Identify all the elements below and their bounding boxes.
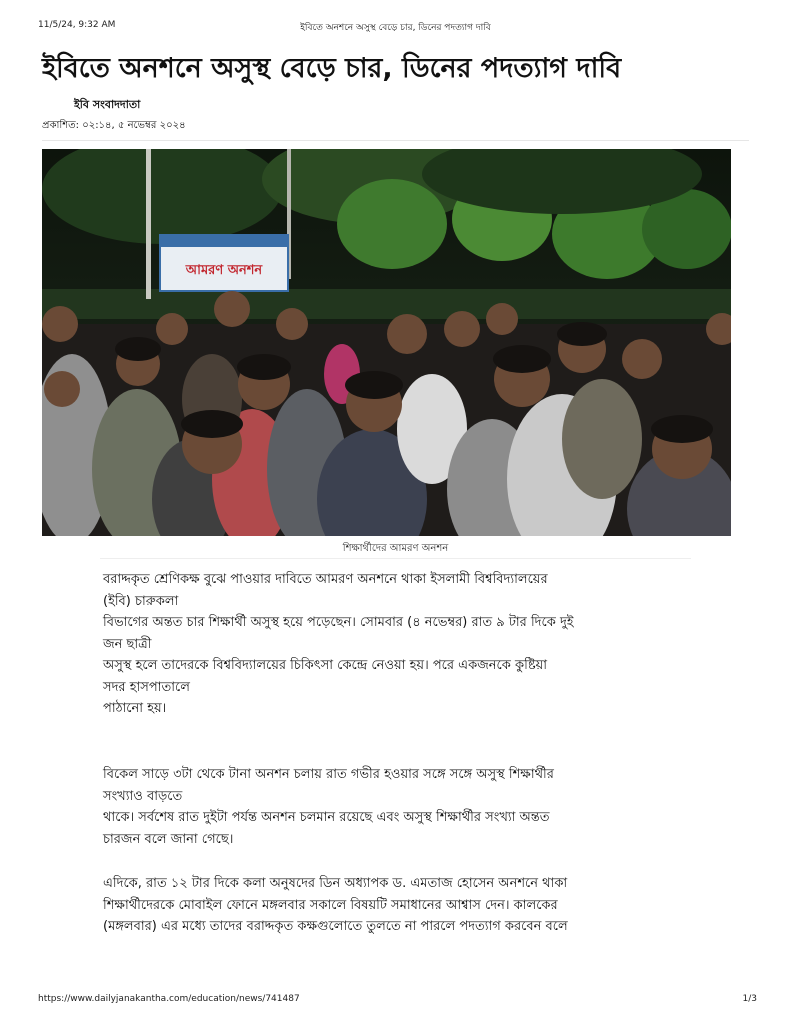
paragraph-line: বরাদ্দকৃত শ্রেণিকক্ষ বুঝে পাওয়ার দাবিতে আমরণ অনশনে থাকা ইসলামী বিশ্ববিদ্যালয়ের xyxy=(103,572,548,587)
banner-text: আমরণ অনশন xyxy=(185,263,263,278)
print-url: https://www.dailyjanakantha.com/education/news/741487 xyxy=(38,994,300,1004)
article-published-date: প্রকাশিত: ০২:১৪, ৫ নভেম্বর ২০২৪ xyxy=(42,120,186,131)
paragraph-line: পাঠানো হয়। xyxy=(103,701,167,716)
article-paragraph-2 xyxy=(103,764,677,850)
paragraph-line: বিভাগের অন্তত চার শিক্ষার্থী অসুস্থ হয়ে পড়েছেন। সোমবার (৪ নভেম্বর) রাত ৯ টার দিকে দুই xyxy=(103,615,574,630)
paragraph-line: সংখ্যাও বাড়তে xyxy=(103,788,183,804)
paragraph-line: (মঙ্গলবার) এর মধ্যে তাদের বরাদ্দকৃত কক্ষগুলোতে তুলতে না পারলে পদত্যাগ করবেন বলে xyxy=(103,919,568,934)
paragraph-line: শিক্ষার্থীদেরকে মোবাইল ফোনে মঙ্গলবার সকালে বিষয়টি সমাধানের আশ্বাস দেন। কালকের xyxy=(103,897,558,913)
paragraph-line: চারজন বলে জানা গেছে। xyxy=(103,831,234,847)
protest-photo-illustration xyxy=(42,149,731,536)
paragraph-line: জন ছাত্রী xyxy=(103,636,152,652)
paragraph-line: থাকে। সর্বশেষ রাত দুইটা পর্যন্ত অনশন চলমান রয়েছে এবং অসুস্থ শিক্ষার্থীর সংখ্যা অন্তত xyxy=(103,810,550,825)
photo-caption: শিক্ষার্থীদের আমরণ অনশন xyxy=(342,543,449,554)
article-title: ইবিতে অনশনে অসুস্থ বেড়ে চার, ডিনের পদত্যাগ দাবি xyxy=(42,53,622,84)
paragraph-line: (ইবি) চারুকলা xyxy=(103,593,179,609)
paragraph-line: অসুস্থ হলে তাদেরকে বিশ্ববিদ্যালয়ের চিকিৎসা কেন্দ্রে নেওয়া হয়। পরে একজনকে কুষ্টিয়া xyxy=(103,658,548,673)
article-photo xyxy=(42,149,731,536)
caption-divider xyxy=(100,558,691,559)
paragraph-line: বিকেল সাড়ে ৩টা থেকে টানা অনশন চলায় রাত গভীর হওয়ার সঙ্গে সঙ্গে অসুস্থ শিক্ষার্থীর xyxy=(103,767,554,782)
article-paragraph-1 xyxy=(103,569,677,720)
paragraph-line: এদিকে, রাত ১২ টার দিকে কলা অনুষদের ডিন অধ্যাপক ড. এমতাজ হোসেন অনশনে থাকা xyxy=(103,876,568,891)
article-author: ইবি সংবাদদাতা xyxy=(74,98,141,111)
header-divider xyxy=(42,140,749,141)
paragraph-line: সদর হাসপাতালে xyxy=(103,679,190,695)
protest-banner xyxy=(160,235,288,291)
article-paragraph-3 xyxy=(103,873,677,938)
print-page-title: ইবিতে অনশনে অসুস্থ বেড়ে চার, ডিনের পদত্যাগ দাবি xyxy=(300,23,491,33)
print-page-number: 1/3 xyxy=(742,994,757,1004)
print-datetime: 11/5/24, 9:32 AM xyxy=(38,20,116,30)
